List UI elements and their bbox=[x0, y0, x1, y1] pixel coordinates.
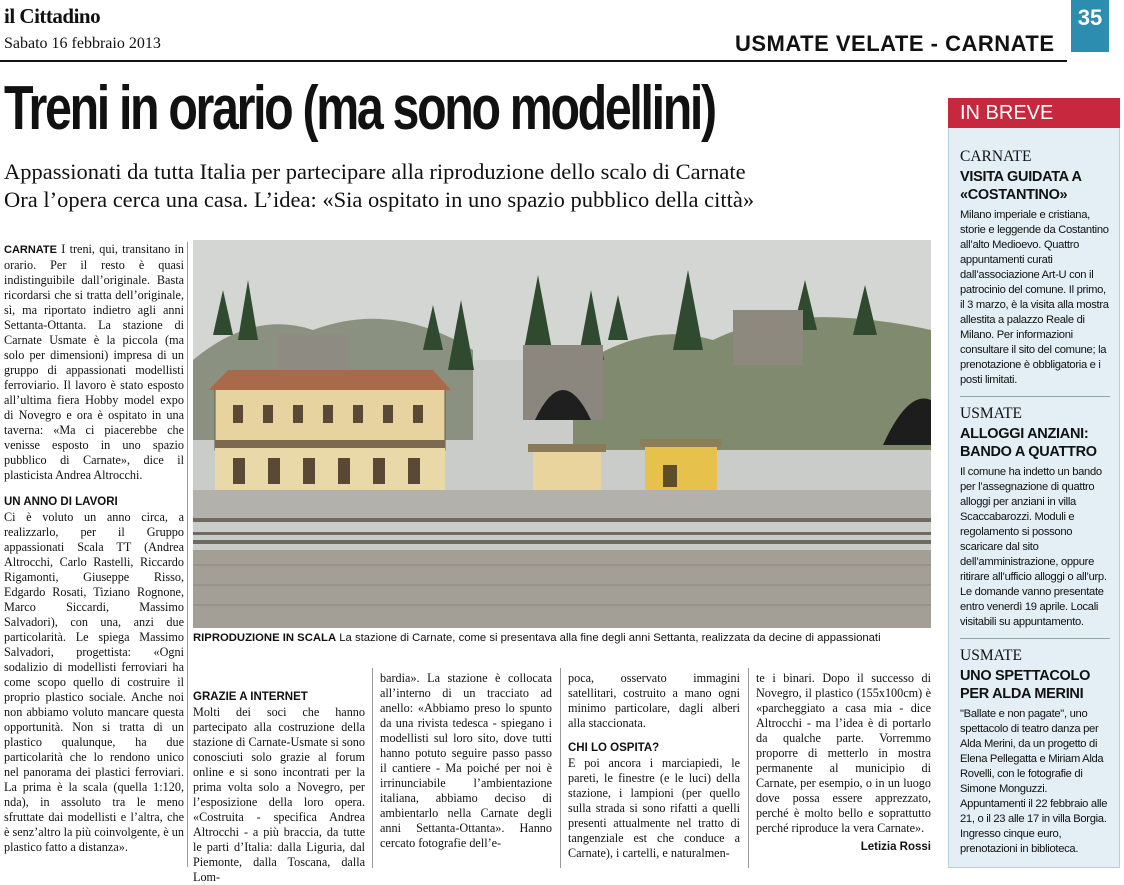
brief-location: USMATE bbox=[960, 647, 1023, 664]
article-body-3: bardia». La stazione è collocata all’interno di un tracciato ad anello: «Abbiamo preso lo spunto da una rivista tedesca - spiegano i modellisti sul loro sito, dove tutti hanno potuto seguire passo passo il cantiere - Ma poiché per noi è irrinunciabile l’ambientazione italiana, abbiamo deciso di ambientarlo nella Carnate degli anni Settanta-Ottanta». Hanno cercato fotografie dell’e- bbox=[380, 671, 552, 850]
article-headline: Treni in orario (ma sono modellini) bbox=[4, 74, 715, 143]
column-divider bbox=[560, 668, 561, 868]
article-photo-model-railway-station bbox=[193, 240, 931, 628]
masthead-logo: il Cittadino bbox=[4, 4, 101, 28]
brief-item bbox=[960, 148, 1110, 388]
section-title: USMATE VELATE - CARNATE bbox=[735, 31, 1055, 56]
model-railway-illustration bbox=[193, 240, 931, 628]
article-subheadline-line-2: Ora l’opera cerca una casa. L’idea: «Sia ospitato in uno spazio pubblico della città» bbox=[4, 187, 755, 212]
caption-text: La stazione di Carnate, come si presentava alla fine degli anni Settanta, realizzata da decine di appassionati bbox=[336, 632, 881, 644]
in-breve-heading: IN BREVE bbox=[948, 98, 1120, 128]
caption-label: RIPRODUZIONE IN SCALA bbox=[193, 632, 337, 644]
column-divider bbox=[748, 668, 749, 868]
author-byline: Letizia Rossi bbox=[860, 841, 931, 853]
article-intro: I treni, qui, transitano in orario. Per il resto è quasi indistinguibile dall’originale. Basta ricordarsi che si tratta dell’originale, sì, ma riportato indietro agli anni Settanta-Ottanta. La stazione di Carnate Usmate è la piccola (ma solo per dimensioni) impresa di un gruppo di appassionati modellisti ferroviario. Il lavoro è stato esposto all’ultima fiera Hobby model expo di Novegro e ora è ospitato in una taverna: «Ma ci piacerebbe che venisse esposto in uno spazio pubblico di Carnate», dice il plasticista Andrea Altrocchi. bbox=[4, 242, 184, 482]
subhead-chi-lo-ospita: CHI LO OSPITA? bbox=[568, 742, 660, 754]
article-column-2 bbox=[193, 690, 365, 885]
column-divider bbox=[187, 242, 188, 867]
dateline-kicker: CARNATE bbox=[4, 244, 57, 256]
header-divider bbox=[0, 60, 1067, 62]
brief-divider bbox=[960, 396, 1110, 397]
article-column-4 bbox=[568, 671, 740, 861]
article-body-4: poca, osservato immagini satellitari, costruito a mano ogni minimo particolare, dagli alberi alla staccionata. bbox=[568, 671, 740, 730]
article-body-2: Molti dei soci che hanno partecipato alla costruzione della stazione di Carnate-Usmate si sono conosciuti solo grazie al forum online e si sono incontrati per la prima volta solo a Novegro, per l’esposizione della loro opera. «Costruita - specifica Andrea Altrocchi - a più braccia, da tutte le parti d’Italia: dalla Liguria, dal Piemonte, dalla Toscana, dalla Lom- bbox=[193, 705, 365, 884]
brief-title: UNO SPETTACOLO PER ALDA MERINI bbox=[960, 668, 1091, 702]
article-column-1 bbox=[4, 242, 184, 855]
subhead-grazie-a-internet: GRAZIE A INTERNET bbox=[193, 691, 308, 703]
brief-divider bbox=[960, 638, 1110, 639]
brief-title: ALLOGGI ANZIANI: BANDO A QUATTRO bbox=[960, 426, 1097, 460]
brief-item bbox=[960, 647, 1110, 857]
article-body-1: Ci è voluto un anno circa, a realizzarlo, per il Gruppo appassionati Scala TT (Andrea Altrocchi, Carlo Rastelli, Riccardo Rigamonti, Giuseppe Risso, Edgardo Rosati, Tiziano Rognone, Marco Siccardi, Massimo Salvadori), con una, anzi due particolarità. Le spiega Massimo Salvadori, progettista: «Ogni sodalizio di modellisti ferroviari ha come scopo quello di costruire il proprio plastico sociale. Anche noi non abbiamo voluto mancare questa opportunità. Non si tratta di un plastico qualunque, ha due particolarità che lo rendono unico nel panorama dei plastici ferroviari. La prima è la scala (quella 1:120, nda), in assoluto tra le meno sfruttate dai modellisti e l’altra, che è senz’altro la più coinvolgente, è un plastico fatto a distanza». bbox=[4, 510, 184, 854]
brief-body: Milano imperiale e cristiana, storie e leggende da Costantino all’alto Medioevo. Quattro appuntamenti curati dall’associazione Art-U con il patrocinio del comune. Il primo, il 3 marzo, è la visita alla mostra allestita a palazzo Reale di Milano. Per informazioni consultare il sito del comune; la prenotazione è obbligatoria e i posti limitati. bbox=[960, 209, 1109, 386]
brief-title: VISITA GUIDATA A «COSTANTINO» bbox=[960, 169, 1082, 203]
brief-item bbox=[960, 405, 1110, 630]
page-number: 35 bbox=[1071, 0, 1109, 52]
publication-date: Sabato 16 febbraio 2013 bbox=[4, 35, 161, 52]
article-body-5: te i binari. Dopo il successo di Novegro, il plastico (155x100cm) è «parcheggiato a casa mia - dice Altrocchi - ma l’idea è di portarlo da qualche parte. Vorremmo proporre di metterlo in mostra permanente al municipio di Carnate, per esempio, o in un luogo dove possa essere apprezzato, perché è molto bello e soprattutto perché riproduce la vera Carnate». bbox=[756, 671, 931, 835]
brief-body: "Ballate e non pagate", uno spettacolo di teatro danza per Alda Merini, da un progetto di Elena Pellegatta e Miriam Alda Rovelli, con le fotografie di Simone Monguzzi. Appuntamenti il 22 febbraio alle 21, o il 23 alle 17 in villa Borgia. Ingresso cinque euro, prenotazioni in biblioteca. bbox=[960, 708, 1108, 855]
brief-location: CARNATE bbox=[960, 148, 1032, 165]
article-body-4b: E poi ancora i marciapiedi, le pareti, le finestre (e le luci) della stazione, i lampioni (per quello sulla strada si sono rifatti a quelli presenti attualmente nel tratto di tangenziale est che conduce a Carnate), i cartelli, e naturalmen- bbox=[568, 756, 740, 860]
article-column-3 bbox=[380, 671, 552, 851]
column-divider bbox=[372, 668, 373, 868]
photo-caption bbox=[193, 632, 881, 644]
subhead-anno-di-lavori: UN ANNO DI LAVORI bbox=[4, 496, 118, 508]
brief-location: USMATE bbox=[960, 405, 1023, 422]
brief-body: Il comune ha indetto un bando per l’assegnazione di quattro alloggi per anziani in villa Scaccabarozzi. Moduli e regolamento si possono scaricare dal sito dell’amministrazione, oppure ritirare all’ufficio alloggi o all’urp. Le domande vanno presentate entro venerdì 19 aprile. Locali visitabili su appuntamento. bbox=[960, 466, 1107, 628]
article-subheadline-line-1: Appassionati da tutta Italia per partecipare alla riproduzione dello scalo di Carnate bbox=[4, 159, 746, 184]
article-column-5 bbox=[756, 671, 931, 855]
in-breve-items bbox=[960, 148, 1110, 857]
